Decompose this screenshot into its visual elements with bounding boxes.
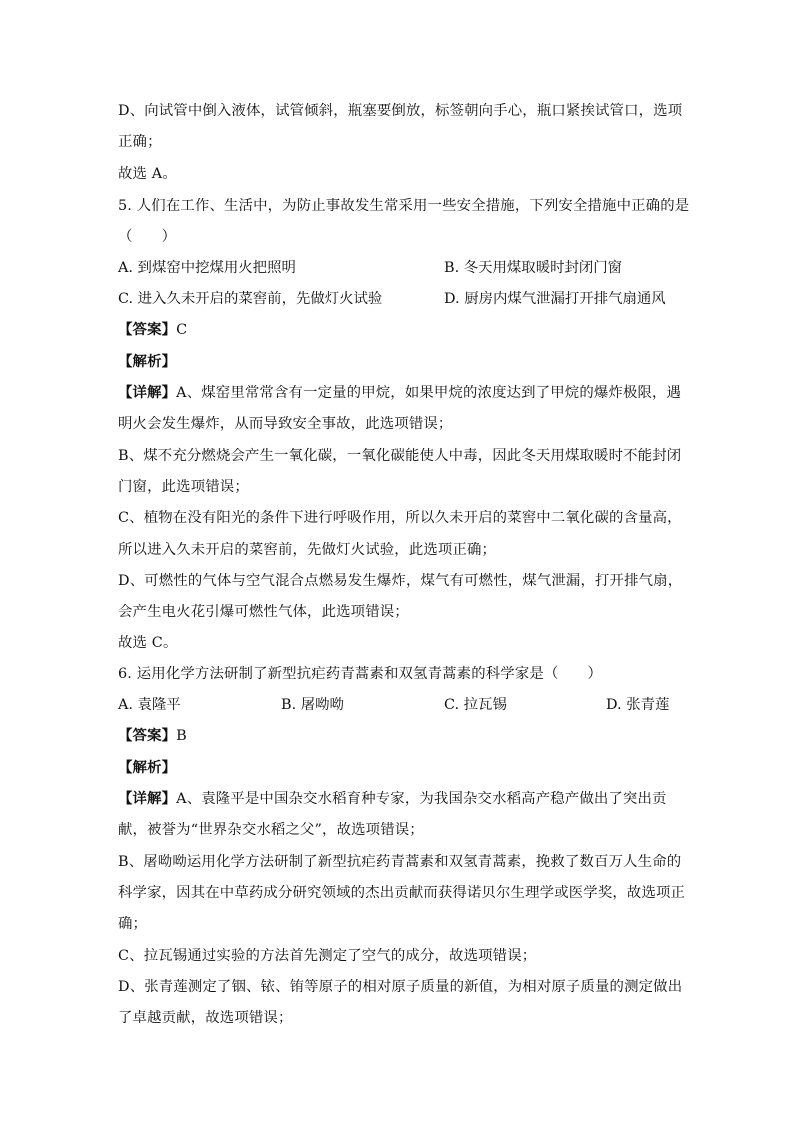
q6-option-d	[606, 695, 669, 715]
q5-detail-d-line-1: D、可燃性的气体与空气混合点燃易发生爆炸，煤气有可燃性，煤气泄漏，打开排气扇，	[118, 573, 683, 589]
q5-option-c-text: 进入久未开启的菜窖前，先做灯火试验	[137, 291, 383, 307]
q6-option-c-text: 拉瓦锡	[463, 697, 507, 713]
q6-option-b-label: B.	[281, 697, 297, 713]
q6-answer-value: B	[176, 728, 187, 744]
q5-option-b-text: 冬天用煤取暖时封闭门窗	[463, 260, 623, 276]
q5-option-b	[444, 258, 622, 278]
q5-detail-b-line-1: B、煤不充分燃烧会产生一氧化碳，一氧化碳能使人中毒，因此冬天用煤取暖时不能封闭	[118, 448, 682, 464]
q5-option-d-text: 厨房内煤气泄漏打开排气扇通风	[464, 291, 666, 307]
q5-detail-b-line-2: 门窗，此选项错误；	[118, 479, 249, 495]
q5-detail-d-line-2: 会产生电火花引爆可燃性气体，此选项错误；	[118, 604, 409, 620]
q5-option-a-text: 到煤窑中挖煤用火把照明	[137, 260, 296, 276]
q5-conclusion: 故选 C。	[118, 635, 178, 651]
q6-answer	[118, 726, 187, 746]
q5-answer-tag: 【答案】	[118, 322, 177, 338]
q6-option-a-label: A.	[118, 697, 133, 713]
q6-option-a-text: 袁隆平	[137, 697, 181, 713]
q6-option-c	[444, 695, 507, 715]
q5-detail-c-line-2: 所以进入久未开启的菜窖前，先做灯火试验，此选项正确；	[118, 542, 497, 558]
q6-option-d-label: D.	[606, 697, 622, 713]
q5-option-a-label: A.	[118, 260, 133, 276]
q5-analysis-tag: 【解析】	[118, 354, 177, 370]
intro-line-2: 正确；	[118, 134, 162, 150]
q6-detail-b-line-3: 确；	[118, 916, 148, 932]
q6-detail-d-line-2: 了卓越贡献，故选项错误；	[118, 1010, 293, 1026]
q5-option-d	[444, 289, 666, 309]
q6-option-a	[118, 695, 181, 715]
q6-detail-b-line-2: 科学家，因其在中草药成分研究领域的杰出贡献而获得诺贝尔生理学或医学奖，故选项正	[118, 885, 686, 901]
q5-option-a	[118, 258, 296, 278]
q5-detail-c-line-1: C、植物在没有阳光的条件下进行呼吸作用，所以久未开启的菜窖中二氧化碳的含量高，	[118, 510, 682, 526]
q6-stem: 6. 运用化学方法研制了新型抗疟药青蒿素和双氢青蒿素的科学家是（ ）	[118, 666, 603, 682]
q6-option-c-label: C.	[444, 697, 460, 713]
q5-detail-a-line-1	[118, 383, 681, 403]
q5-stem-line-1: 5. 人们在工作、生活中，为防止事故发生常采用一些安全措施，下列安全措施中正确的是	[118, 198, 690, 214]
q5-detail-tag: 【详解】	[118, 385, 177, 401]
q6-detail-a-line-1	[118, 789, 667, 809]
q6-analysis-tag: 【解析】	[118, 760, 177, 776]
q5-option-c-label: C.	[118, 291, 134, 307]
q6-option-b	[281, 695, 344, 715]
q5-stem-line-2: （ ）	[118, 229, 177, 245]
q6-detail-a-line-2: 献，被誉为“世界杂交水稻之父”，故选项错误；	[118, 822, 424, 838]
q5-option-b-label: B.	[444, 260, 460, 276]
q6-detail-d-line-1: D、张青莲测定了铟、铱、铕等原子的相对原子质量的新值，为相对原子质量的测定做出	[118, 979, 683, 995]
q6-detail-b-line-1: B、屠呦呦运用化学方法研制了新型抗疟药青蒿素和双氢青蒿素，挽救了数百万人生命的	[118, 854, 682, 870]
intro-line-1: D、向试管中倒入液体，试管倾斜，瓶塞要倒放，标签朝向手心，瓶口紧挨试管口，选项	[118, 103, 683, 119]
q5-option-c	[118, 289, 382, 309]
q5-detail-a-line-2: 明火会发生爆炸，从而导致安全事故，此选项错误；	[118, 416, 453, 432]
q6-option-d-text: 张青莲	[626, 697, 670, 713]
q5-detail-a-text: A、煤窑里常常含有一定量的甲烷，如果甲烷的浓度达到了甲烷的爆炸极限，遇	[176, 385, 682, 401]
intro-conclusion: 故选 A。	[118, 166, 177, 182]
q6-detail-c-line-1: C、拉瓦锡通过实验的方法首先测定了空气的成分，故选项错误；	[118, 948, 537, 964]
q5-answer	[118, 320, 187, 340]
q6-option-b-text: 屠呦呦	[300, 697, 344, 713]
q5-answer-value: C	[176, 322, 188, 338]
q5-option-d-label: D.	[444, 291, 460, 307]
q6-detail-a-text: A、袁隆平是中国杂交水稻育种专家，为我国杂交水稻高产稳产做出了突出贡	[176, 791, 667, 807]
q6-detail-tag: 【详解】	[118, 791, 177, 807]
q6-answer-tag: 【答案】	[118, 728, 177, 744]
